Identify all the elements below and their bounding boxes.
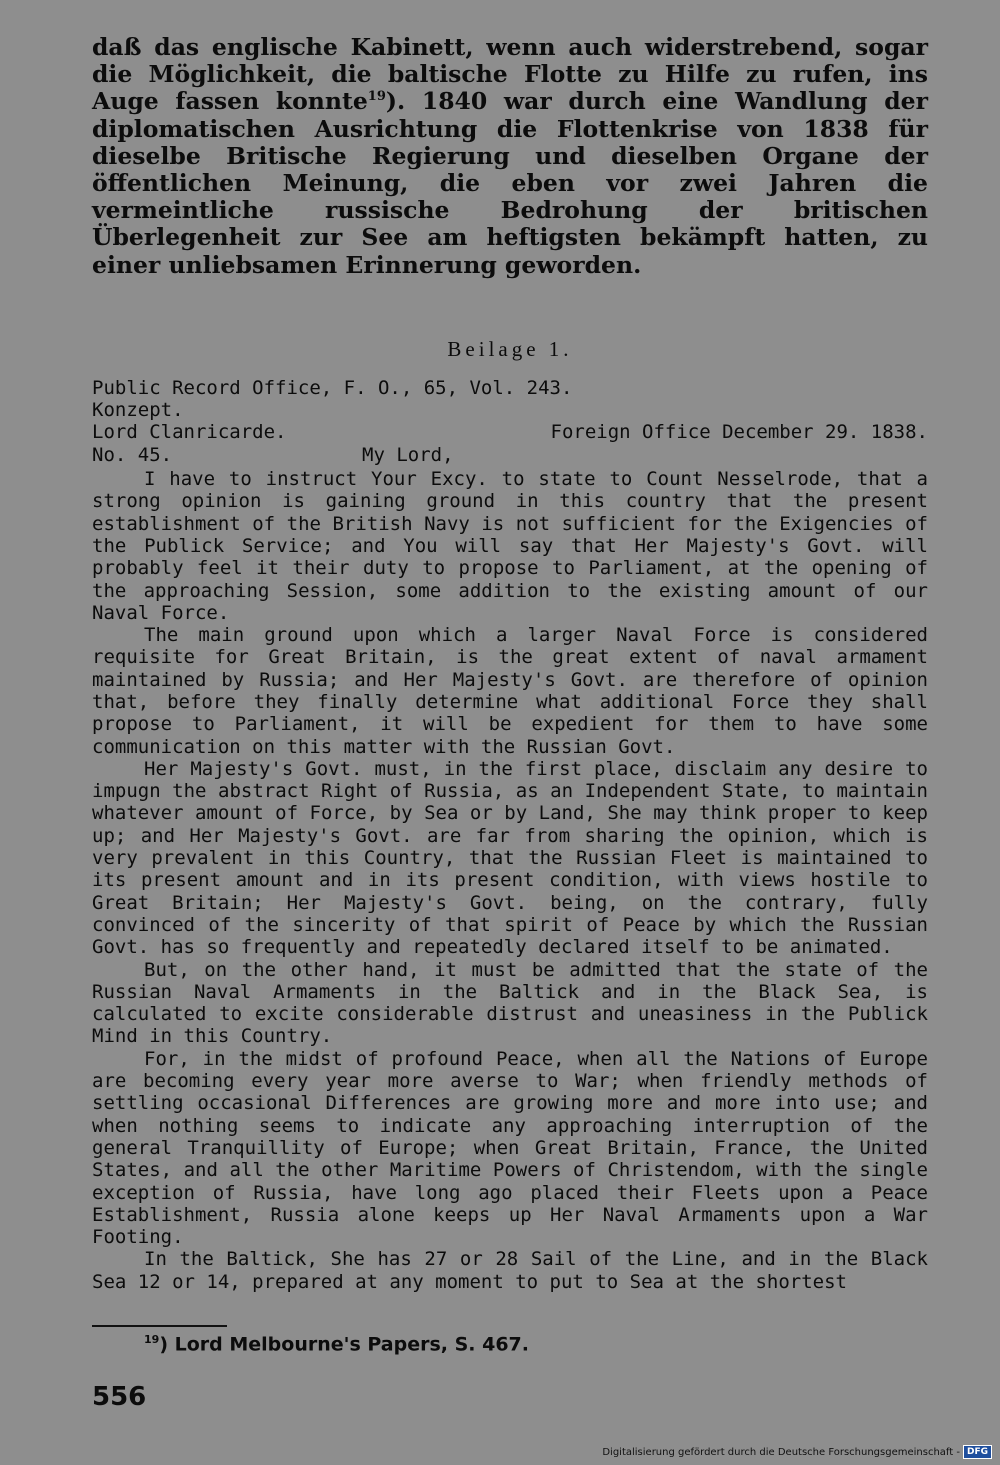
intro-paragraph xyxy=(92,34,928,279)
number-row xyxy=(92,444,928,466)
source-reference: Public Record Office, F. O., 65, Vol. 243. xyxy=(92,376,573,399)
letter-paragraph: I have to instruct Your Excy. to state to Count Nesselrode, that a strong opinion is gaining ground in this country that the present establishment of the British Navy is not sufficient for the Exigencies of the Publick Service; and You will say that Her Majesty's Govt. will probably feel it their duty to propose to Parliament, at the opening of the approaching Session, some addition to the existing amount of our Naval Force. xyxy=(92,468,928,624)
letter-body xyxy=(92,468,928,1293)
letter-paragraph: For, in the midst of profound Peace, when all the Nations of Europe are becoming every year more averse to War; when friendly methods of settling occasional Differences are growing more and more into use; and when nothing seems to indicate any approaching interruption of the general Tranquillity of Europe; when Great Britain, France, the United States, and all the other Maritime Powers of Christendom, with the single exception of Russia, have long ago placed their Fleets upon a Peace Establishment, Russia alone keeps up Her Naval Armaments upon a War Footing. xyxy=(92,1047,928,1249)
addressee: Lord Clanricarde. xyxy=(92,421,287,444)
digitization-credit xyxy=(602,1445,992,1459)
letter-paragraph: But, on the other hand, it must be admitted that the state of the Russian Naval Armaments in the Baltick and in the Black Sea, is calculated to excite considerable distrust and uneasiness in the Publick Mind in this Country. xyxy=(92,958,928,1048)
dfg-logo-icon: DFG xyxy=(963,1445,992,1459)
page-content xyxy=(92,34,928,1355)
footnote-divider xyxy=(92,1325,227,1327)
footnote xyxy=(144,1333,928,1355)
credit-text: Digitalisierung gefördert durch die Deutsche Forschungsgemeinschaft - xyxy=(602,1446,960,1458)
letter-paragraph: In the Baltick, She has 27 or 28 Sail of the Line, and in the Black Sea 12 or 14, prepared at any moment to put to Sea at the shortest xyxy=(92,1248,928,1293)
document-type: Konzept. xyxy=(92,399,184,422)
footnote-reference: 19 xyxy=(367,89,386,105)
place-date: Foreign Office December 29. 1838. xyxy=(550,421,928,444)
letter-paragraph: The main ground upon which a larger Naval Force is considered requisite for Great Britain, is the great extent of naval armament maintained by Russia; and Her Majesty's Govt. are therefore of opinion that, before they finally determine what additional Force they shall propose to Parliament, it will be expedient for them to have some communication on this matter with the Russian Govt. xyxy=(92,624,928,758)
intro-text-end: ). 1840 war durch eine Wandlung der diplomatischen Ausrichtung die Flottenkrise von 1838 für dieselbe Britische Regierung und dieselben Organe der öffentlichen Meinung, die eben vor zwei Jahren die vermeintliche russische Bedrohung der britischen Überlegenheit zur See am heftigsten bekämpft hatten, zu einer unliebsamen Erinnerung geworden. xyxy=(92,87,928,279)
appendix-heading: Beilage 1. xyxy=(447,336,573,361)
footnote-text: ) Lord Melbourne's Papers, S. 467. xyxy=(159,1333,529,1356)
footnote-marker: 19 xyxy=(144,1333,160,1346)
salutation: My Lord, xyxy=(362,443,454,466)
address-row xyxy=(92,421,928,443)
letter-number: No. 45. xyxy=(92,443,173,466)
letter-paragraph: Her Majesty's Govt. must, in the first place, disclaim any desire to impugn the abstract Right of Russia, as an Independent State, to maintain whatever amount of Force, by Sea or by Land, She may think proper to keep up; and Her Majesty's Govt. are far from sharing the opinion, which is very prevalent in this Country, that the Russian Fleet is maintained to its present amount and in its present condition, with views hostile to Great Britain; Her Majesty's Govt. being, on the contrary, fully convinced of the sincerity of that spirit of Peace by which the Russian Govt. has so frequently and repeatedly declared itself to be animated. xyxy=(92,757,928,959)
intro-text-start: daß das englische Kabinett, wenn auch widerstrebend, sogar die Möglichkeit, die baltische Flotte zu Hilfe zu rufen, ins Auge fassen konnte xyxy=(92,33,928,116)
letter-header xyxy=(92,377,928,466)
page-number: 556 xyxy=(92,1382,147,1412)
